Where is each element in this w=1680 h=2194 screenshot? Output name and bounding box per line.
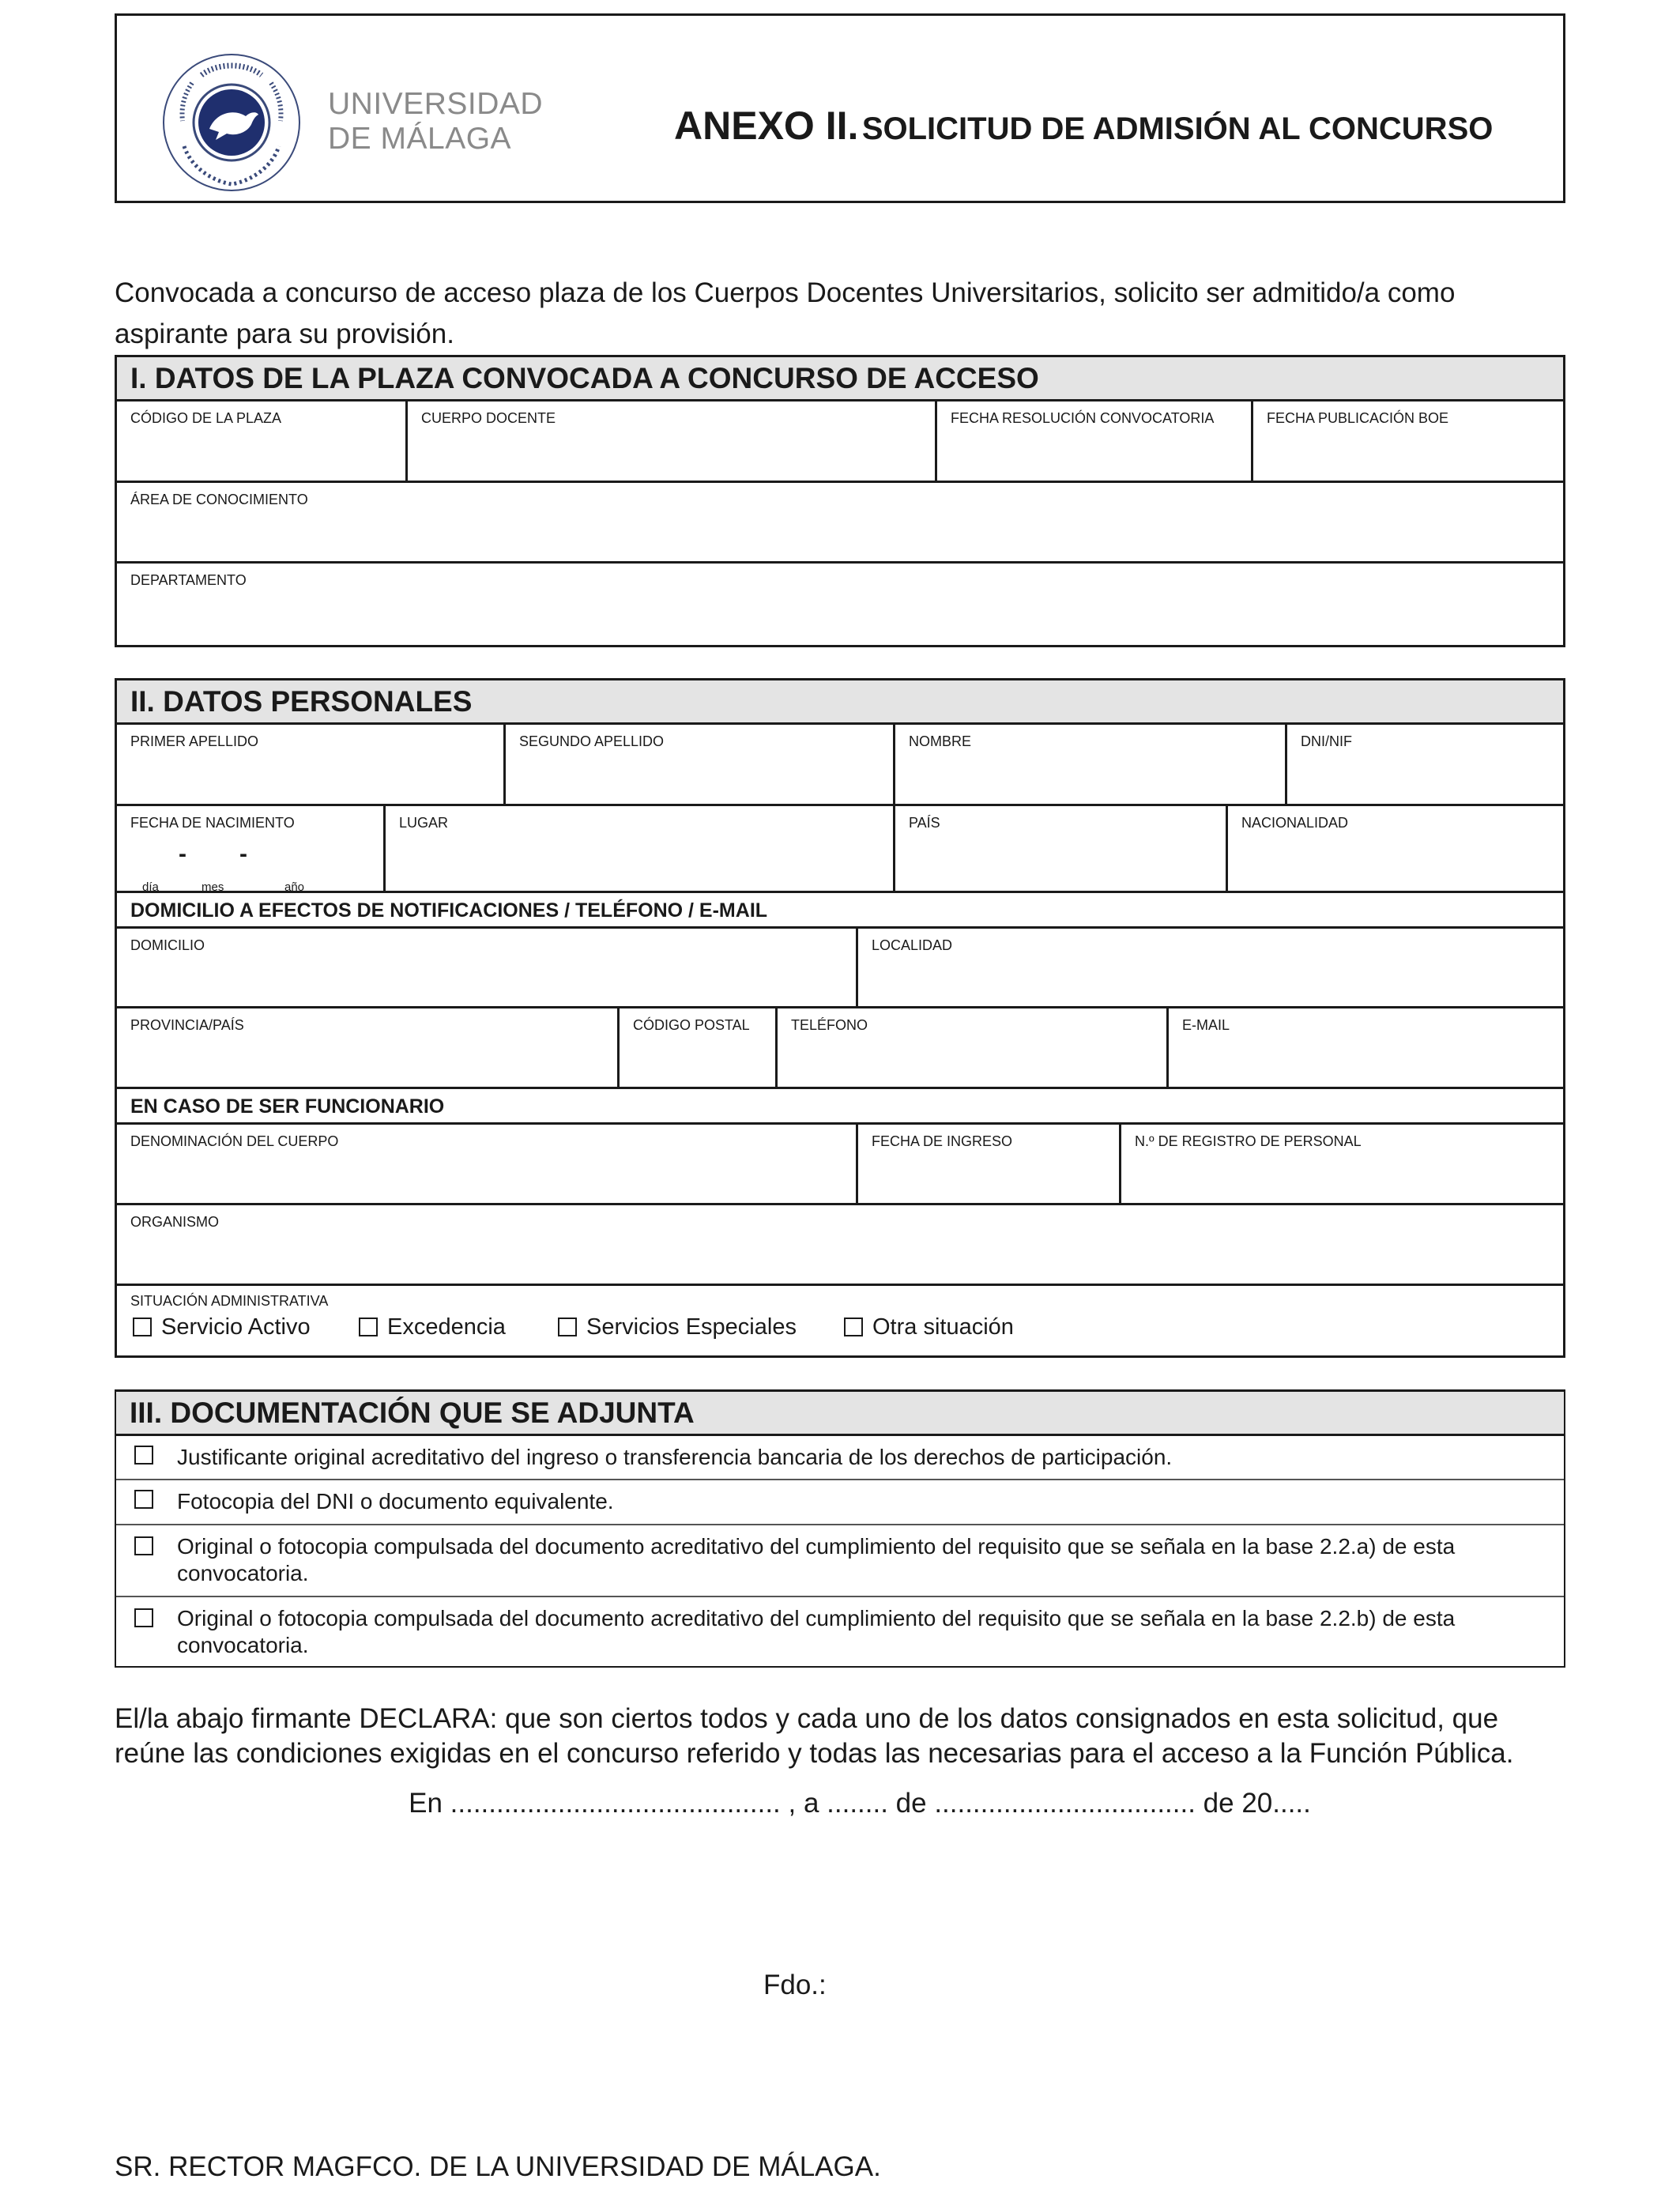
mes-label: mes [202,880,224,891]
checkbox-icon[interactable] [134,1446,153,1465]
servicios-especiales-label: Servicios Especiales [586,1314,797,1340]
pais-label: PAÍS [909,815,940,831]
telefono-field[interactable] [778,1008,1169,1087]
registro-personal-field[interactable] [1121,1125,1563,1203]
checkbox-icon[interactable] [133,1318,152,1336]
cuerpo-docente-label: CUERPO DOCENTE [421,410,556,426]
checkbox-icon[interactable] [134,1536,153,1555]
fecha-boe-label: FECHA PUBLICACIÓN BOE [1267,410,1449,426]
doc-item-text: Original o fotocopia compulsada del documento acreditativo del cumplimiento del requisito que se señala en la base 2.2.b) de esta convocatoria. [177,1606,1456,1657]
organismo-field[interactable] [117,1205,1563,1284]
primer-apellido-field[interactable] [117,725,506,804]
checkbox-icon[interactable] [134,1608,153,1627]
checkbox-icon[interactable] [844,1318,863,1336]
section-documentacion-title: III. DOCUMENTACIÓN QUE SE ADJUNTA [116,1392,1564,1436]
university-name-line2: DE MÁLAGA [328,122,512,156]
servicio-activo-label: Servicio Activo [161,1314,311,1340]
fecha-nacimiento-field[interactable] [117,806,386,891]
place-date-line[interactable]: En ........................................... , a ........ de .................................. de 20..... [409,1788,1311,1819]
otra-situacion-option[interactable] [844,1314,1014,1340]
university-name [328,87,543,156]
area-conocimiento-label: ÁREA DE CONOCIMIENTO [130,492,308,507]
segundo-apellido-field[interactable] [506,725,895,804]
checkbox-icon[interactable] [558,1318,577,1336]
departamento-label: DEPARTAMENTO [130,572,247,588]
domicilio-label: DOMICILIO [130,937,205,953]
nacionalidad-field[interactable] [1228,806,1563,891]
fecha-resolucion-label: FECHA RESOLUCIÓN CONVOCATORIA [951,410,1215,426]
section-documentacion [115,1389,1565,1668]
provincia-label: PROVINCIA/PAÍS [130,1017,244,1033]
area-conocimiento-field[interactable] [117,483,1563,561]
domicilio-subheader: DOMICILIO A EFECTOS DE NOTIFICACIONES / TELÉFONO / E-MAIL [117,893,1563,929]
localidad-label: LOCALIDAD [872,937,953,953]
section-personal-title: II. DATOS PERSONALES [117,680,1563,725]
addressee-text: SR. RECTOR MAGFCO. DE LA UNIVERSIDAD DE MÁLAGA. [115,2151,881,2182]
lugar-field[interactable] [386,806,895,891]
telefono-label: TELÉFONO [791,1017,868,1033]
segundo-apellido-label: SEGUNDO APELLIDO [519,733,665,749]
section-personal [115,678,1565,1358]
section-plaza-title: I. DATOS DE LA PLAZA CONVOCADA A CONCURSO DE ACCESO [117,357,1563,401]
codigo-plaza-field[interactable] [117,401,408,481]
declaration-text: El/la abajo firmante DECLARA: que son ciertos todos y cada uno de los datos consignados en esta solicitud, que reúne las condiciones exigidas en el concurso referido y todas las necesarias para el acceso a la Función Pública. [115,1703,1514,1769]
annex-label: ANEXO II. [674,104,859,148]
doc-item-text: Justificante original acreditativo del ingreso o transferencia bancaria de los derechos de participación. [177,1445,1173,1469]
doc-item-text: Fotocopia del DNI o documento equivalente. [177,1489,614,1514]
date-separator: - [239,841,247,867]
primer-apellido-label: PRIMER APELLIDO [130,733,259,749]
dni-label: DNI/NIF [1301,733,1352,749]
doc-item [116,1480,1564,1525]
date-separator: - [179,841,186,867]
doc-item [116,1597,1564,1667]
excedencia-option[interactable] [359,1314,558,1340]
section-plaza [115,355,1565,647]
checkbox-icon[interactable] [134,1490,153,1509]
anio-label: año [284,880,305,891]
cuerpo-docente-field[interactable] [408,401,937,481]
nacionalidad-label: NACIONALIDAD [1241,815,1349,831]
fecha-ingreso-label: FECHA DE INGRESO [872,1133,1013,1149]
codigo-postal-label: CÓDIGO POSTAL [633,1017,750,1033]
fecha-resolucion-field[interactable] [937,401,1253,481]
departamento-field[interactable] [117,564,1563,645]
fecha-ingreso-field[interactable] [858,1125,1121,1203]
email-label: E-MAIL [1182,1017,1230,1033]
doc-item [116,1525,1564,1597]
dia-label: día [142,880,159,891]
servicio-activo-option[interactable] [133,1314,359,1340]
fecha-boe-field[interactable] [1253,401,1563,481]
denominacion-cuerpo-label: DENOMINACIÓN DEL CUERPO [130,1133,339,1149]
organismo-label: ORGANISMO [130,1214,220,1230]
nombre-field[interactable] [895,725,1287,804]
registro-personal-label: N.º DE REGISTRO DE PERSONAL [1135,1133,1362,1149]
codigo-plaza-label: CÓDIGO DE LA PLAZA [130,410,282,426]
codigo-postal-field[interactable] [620,1008,778,1087]
email-field[interactable] [1169,1008,1563,1087]
otra-situacion-label: Otra situación [872,1314,1014,1340]
annex-title: SOLICITUD DE ADMISIÓN AL CONCURSO [861,111,1494,146]
situacion-label: SITUACIÓN ADMINISTRATIVA [130,1293,329,1309]
provincia-field[interactable] [117,1008,620,1087]
university-seal-icon [160,51,303,194]
lugar-label: LUGAR [399,815,449,831]
situacion-administrativa-field [117,1286,1563,1358]
pais-field[interactable] [895,806,1228,891]
excedencia-label: Excedencia [387,1314,506,1340]
form-title [674,103,1493,149]
dni-field[interactable] [1287,725,1563,804]
localidad-field[interactable] [858,929,1563,1006]
checkbox-icon[interactable] [359,1318,378,1336]
signature-label: Fdo.: [763,1970,827,2000]
doc-item [116,1436,1564,1480]
doc-item-text: Original o fotocopia compulsada del documento acreditativo del cumplimiento del requisito que se señala en la base 2.2.a) de esta convocatoria. [177,1534,1456,1585]
intro-text: Convocada a concurso de acceso plaza de los Cuerpos Docentes Universitarios, solicito ser admitido/a como aspirante para su provisión. [115,277,1456,349]
document-header [115,13,1565,203]
denominacion-cuerpo-field[interactable] [117,1125,858,1203]
nombre-label: NOMBRE [909,733,972,749]
funcionario-subheader: EN CASO DE SER FUNCIONARIO [117,1089,1563,1125]
fecha-nacimiento-label: FECHA DE NACIMIENTO [130,815,295,831]
university-name-line1: UNIVERSIDAD [328,87,544,121]
servicios-especiales-option[interactable] [558,1314,844,1340]
domicilio-field[interactable] [117,929,858,1006]
